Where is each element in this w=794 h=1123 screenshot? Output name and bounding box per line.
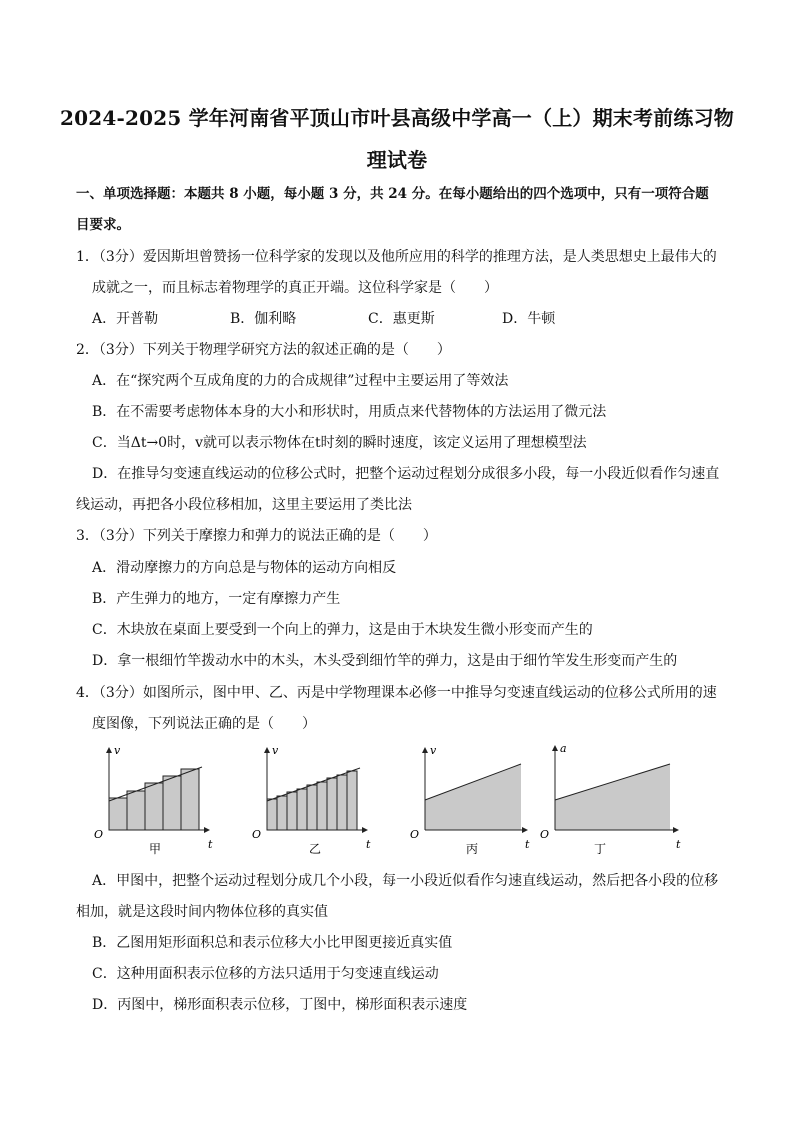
graph-yi <box>252 744 371 856</box>
question-4-stem-line2: 度图像，下列说法正确的是（ ） <box>92 716 316 732</box>
jia-axis-y-label: v <box>114 744 121 757</box>
bing-axis-x-label: t <box>525 838 530 851</box>
question-2-stem: 2．（3分）下列关于物理学研究方法的叙述正确的是（ ） <box>76 342 451 358</box>
question-4-option-d: D．丙图中，梯形面积表示位移，丁图中，梯形面积表示速度 <box>92 997 468 1013</box>
question-2-option-a: A．在“探究两个互成角度的力的合成规律”过程中主要运用了等效法 <box>92 373 509 389</box>
graph-ding <box>540 742 681 856</box>
yi-caption: 乙 <box>309 842 322 856</box>
yi-axis-y-label: v <box>272 744 279 757</box>
question-3-option-b: B．产生弹力的地方，一定有摩擦力产生 <box>92 591 341 607</box>
yi-rect-5 <box>307 785 317 830</box>
question-1-option-b: B．伽利略 <box>230 311 297 327</box>
question-4-stem-line1: 4．（3分）如图所示，图中甲、乙、丙是中学物理课本必修一中推导匀变速直线运动的位移公式所用的速 <box>76 685 717 701</box>
bing-axis-y-label: v <box>430 744 437 757</box>
graph-bing <box>410 744 530 856</box>
jia-rect-5 <box>181 769 199 830</box>
question-3-stem: 3．（3分）下列关于摩擦力和弹力的说法正确的是（ ） <box>76 528 437 544</box>
question-2-option-d-line2: 线运动，再把各小段位移相加，这里主要运用了类比法 <box>76 497 412 513</box>
question-3-option-a: A．滑动摩擦力的方向总是与物体的运动方向相反 <box>92 560 397 576</box>
section-heading-line1: 一、单项选择题：本题共 8 小题，每小题 3 分，共 24 分。在每小题给出的四个选项中，只有一项符合题 <box>76 186 709 202</box>
graph-jia <box>94 744 213 856</box>
bing-trapezoid <box>425 764 521 830</box>
jia-caption: 甲 <box>149 842 162 856</box>
question-3-option-c: C．木块放在桌面上要受到一个向上的弹力，这是由于木块发生微小形变而产生的 <box>92 622 593 638</box>
jia-rect-3 <box>145 783 163 830</box>
question-1-option-c: C．惠更斯 <box>368 311 435 327</box>
ding-origin-label: O <box>540 828 550 841</box>
question-2-option-c: C．当Δt→0时，v就可以表示物体在t时刻的瞬时速度，该定义运用了理想模型法 <box>92 435 587 451</box>
question-1-option-a: A．开普勒 <box>92 311 159 327</box>
bing-origin-label: O <box>410 828 420 841</box>
jia-rect-1 <box>109 798 127 830</box>
bing-caption: 丙 <box>466 842 479 856</box>
ding-axis-x-label: t <box>676 838 681 851</box>
jia-rect-4 <box>163 776 181 830</box>
section-heading-line2: 目要求。 <box>76 217 130 233</box>
ding-axis-y-label: a <box>560 742 567 755</box>
yi-rect-9 <box>347 771 357 830</box>
yi-rect-3 <box>287 792 297 830</box>
question-4-option-b: B．乙图用矩形面积总和表示位移大小比甲图更接近真实值 <box>92 935 453 951</box>
yi-rect-2 <box>277 796 287 830</box>
exam-title-line2: 理试卷 <box>366 148 428 172</box>
yi-rect-6 <box>317 782 327 830</box>
jia-axis-x-label: t <box>208 838 213 851</box>
ding-trapezoid <box>555 764 670 830</box>
exam-title-line1: 2024-2025 学年河南省平顶山市叶县高级中学高一（上）期末考前练习物 <box>60 106 734 130</box>
yi-origin-label: O <box>252 828 262 841</box>
yi-rect-8 <box>337 775 347 830</box>
question-4-option-c: C．这种用面积表示位移的方法只适用于匀变速直线运动 <box>92 966 439 982</box>
question-4-option-a-line2: 相加，就是这段时间内物体位移的真实值 <box>76 904 328 920</box>
question-3-option-d: D．拿一根细竹竿拨动水中的木头，木头受到细竹竿的弹力，这是由于细竹竿发生形变而产生的 <box>92 653 678 669</box>
question-2-option-d-line1: D．在推导匀变速直线运动的位移公式时，把整个运动过程划分成很多小段，每一小段近似看作匀速直 <box>92 466 720 482</box>
yi-rect-4 <box>297 789 307 830</box>
velocity-graphs-figure <box>84 740 724 860</box>
jia-origin-label: O <box>94 828 104 841</box>
jia-rect-2 <box>127 791 145 830</box>
yi-rect-7 <box>327 778 337 830</box>
ding-caption: 丁 <box>594 842 607 856</box>
question-1-stem-line2: 成就之一，而且标志着物理学的真正开端。这位科学家是（ ） <box>92 280 498 296</box>
question-2-option-b: B．在不需要考虑物体本身的大小和形状时，用质点来代替物体的方法运用了微元法 <box>92 404 607 420</box>
yi-rect-1 <box>267 799 277 830</box>
question-4-option-a-line1: A．甲图中，把整个运动过程划分成几个小段，每一小段近似看作匀速直线运动，然后把各小段的位移 <box>92 873 719 889</box>
question-1-option-d: D．牛顿 <box>502 311 556 327</box>
yi-axis-x-label: t <box>366 838 371 851</box>
question-1-stem-line1: 1．（3分）爱因斯坦曾赞扬一位科学家的发现以及他所应用的科学的推理方法，是人类思想史上最伟大的 <box>76 249 717 265</box>
